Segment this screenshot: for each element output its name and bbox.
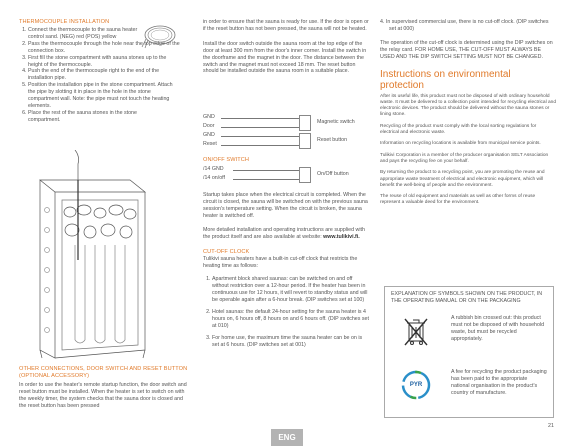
symbols-heading: EXPLANATION OF SYMBOLS SHOWN ON THE PRODUCT, IN THE OPERATING MANUAL OR ON THE PACKAGING (391, 291, 543, 304)
onoff-label-onoff: /14 on/off (203, 175, 225, 181)
cutoff-item: 3. For home use, the maximum time the sauna heater can be on is set at 6 hours. (DIP switches set at 001) (212, 335, 369, 349)
magnetic-switch-label: Magnetic switch (317, 119, 355, 125)
thermocouple-coil-illustration (141, 23, 179, 49)
language-tab: ENG (271, 429, 303, 446)
reset-button-label: Reset button (317, 137, 348, 143)
wire-line (221, 118, 299, 119)
cutoff-heading: CUT-OFF CLOCK (203, 249, 250, 256)
wire-line (233, 179, 299, 180)
page-number: 21 (548, 423, 554, 429)
pyr-label: PYR (409, 382, 423, 388)
step-6: 6. Place the rest of the sauna stones in the stone compartment. (28, 110, 146, 124)
step-5: 5. Position the installation pipe in the stone compartment. Attach the pipe by slotting it in place in the hole in the stone compartment wall. Note: the pipe must not touch the heating elements. (28, 82, 181, 110)
intro-text: in order to ensure that the sauna is ready for use. If the door is open or if the reset button has not been pressed, the sauna will not be heated. (203, 19, 369, 32)
wire-label-gnd-1: GND (203, 114, 215, 120)
dip-switch-text: The operation of the cut-off clock is determined using the DIP switches on the relay card. FOR HOME USE, THE CUT-OFF MUST ALWAYS BE USED AND THE DIP SWITCH SETTING MUST NOT BE CHANGED. (380, 39, 553, 60)
door-reset-wiring-diagram (203, 112, 368, 160)
wire-label-door: Door (203, 123, 215, 129)
magnetic-switch-box (299, 115, 311, 131)
step-4: 4. Push the end of the thermocouple right to the end of the installation pipe. (28, 68, 181, 82)
other-connections-section (19, 366, 189, 410)
cutoff-item: 1. Apartment block shared saunas: can be switched on and off without restriction over a 12-hour period. If the heater has been in continuous use for 12 hours, it will revert to standby status and will be operable again after a 6-hour break. (DIP switches set at 100) (212, 276, 369, 304)
env-paragraph: After its useful life, this product must not be disposed of with ordinary household waste. It must be delivered to a collection point intended for recycling electrical and electronic devices. The product should be delivered without the sauna stones or lining stone. (380, 93, 556, 118)
sauna-heater-illustration (20, 150, 170, 360)
cutoff-intro: Tulikivi sauna heaters have a built-in cut-off clock that restricts the heating time as follows: (203, 256, 358, 270)
wire-label-reset: Reset (203, 141, 217, 147)
column-2 (203, 19, 369, 75)
onoff-button-box (299, 167, 311, 183)
door-switch-install-text: Install the door switch outside the sauna room at the top edge of the door at least 300 mm from the door's inner corner. Install the switch in the doorframe and the magnet in the door. The distance between the switch and the magnet must not exceed 18 mm. The reset button should be installed outside the sauna room in a suitable place. (203, 40, 367, 75)
website-link[interactable]: www.tulikivi.fi. (323, 233, 360, 240)
env-paragraph: Information on recycling locations is available from municipal service points. (380, 141, 541, 147)
env-paragraph: Recycling of the product must comply with the local sorting regulations for electrical and electronic waste. (380, 123, 537, 136)
other-connections-text: In order to use the heater's remote startup function, the door switch and reset button must be installed. When the heater is set to switch on with the weekly timer, the system checks that the sauna door is closed and the reset button has been pressed (19, 382, 187, 409)
onoff-label-gnd: /14 GND (203, 166, 224, 172)
env-paragraph: The reuse of old equipment and materials as well as other forms of reuse represent a valuable deed for the environment. (380, 194, 536, 206)
reset-button-box (299, 133, 311, 149)
cutoff-item-4: 4. In supervised commercial use, there is no cut-off clock. (DIP switches set at 000) (380, 19, 549, 32)
step-3: 3. First fill the stone compartment with sauna stones up to the height of the thermocouple. (28, 55, 181, 69)
wire-label-gnd-2: GND (203, 132, 215, 138)
wire-line (221, 136, 299, 137)
startup-text: Startup takes place when the electrical circuit is completed. When the circuit is closed, the sauna will be switched on with the previous sauna session's temperature setting. When the circuit is broken, the sauna heater is switched off. (203, 192, 368, 219)
env-paragraph: Tulikivi Corporation is a member of the producer organisation SELT Association and pays the recycling fee on your behalf. (380, 152, 549, 164)
step-2: 2. Pass the thermocouple through the hole near the top edge of the connection box. (28, 41, 181, 55)
env-paragraph: By returning the product to a recycling point, you are promoting the reuse and appropriate waste treatment of electrical and electronic equipment, which will benefit the well-being of people and the environment. (380, 170, 545, 188)
more-info-text: More detailed installation and operating instructions are supplied with the product itself and are also available at website: www.tulikivi.fi. (203, 226, 365, 240)
wire-line (233, 170, 299, 171)
cutoff-list (203, 276, 369, 348)
cutoff-item: 2. Hotel saunas: the default 24-hour setting for the sauna heater is 4 hours on, 6 hours off, 8 hours on and 6 hours off. (DIP switches set at 010) (212, 309, 369, 330)
step-1: 1. Connect the thermocouple to the sauna heater control sand. (NEG) red (POS) yellow (28, 27, 146, 41)
wire-line (221, 145, 299, 146)
pyr-explanation: A fee for recycling the product packaging has been paid to the appropriate national organisation in the product's country of manufacture. (451, 369, 547, 396)
column-3 (380, 19, 556, 207)
onoff-wiring-diagram (203, 164, 368, 186)
other-connections-heading: OTHER CONNECTIONS, DOOR SWITCH AND RESET BUTTON (OPTIONAL ACCESSORY) (19, 366, 188, 379)
environment-heading: Instructions on environmental protection (380, 68, 511, 91)
onoff-heading: ON/OFF SWITCH (203, 157, 250, 163)
column-2-lower (203, 192, 369, 348)
bin-explanation: A rubbish bin crossed out: this product must not be disposed of with household waste, but must be recycled appropriately. (451, 315, 545, 342)
symbols-explanation-box (384, 286, 554, 418)
onoff-button-label: On/Off button (317, 171, 349, 177)
crossed-out-bin-icon (403, 317, 429, 347)
thermocouple-heading: THERMOCOUPLE INSTALLATION (19, 19, 110, 25)
wire-line (221, 127, 299, 128)
